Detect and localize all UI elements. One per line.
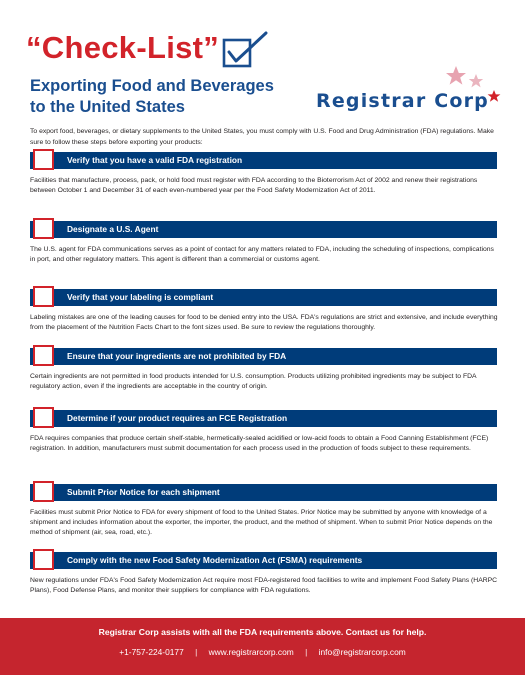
separator: | [195, 647, 198, 657]
section-text: Facilities must submit Prior Notice to FDA for every shipment of food to the United States. Prior Notice may be submitted by anyone with knowledge of a shipment and includes information about the exporter, the importer, the product, and the method of shipment. When to submit Prior Notice depends on the method of shipment (air, sea, road, etc.). [30, 509, 493, 537]
section-header-bar [30, 289, 497, 306]
checkbox[interactable] [33, 345, 54, 366]
section-title: Ensure that your ingredients are not prohibited by FDA [67, 351, 287, 361]
separator: | [305, 647, 308, 657]
page-subtitle [30, 76, 300, 118]
subtitle-line-2: to the United States [30, 98, 185, 116]
registrar-corp-logo [316, 62, 506, 118]
section-header-bar [30, 484, 497, 501]
section-text: The U.S. agent for FDA communications serves as a point of contact for any matters related to FDA, including the scheduling of inspections, complications in port, and other regulatory matters. This agent is different than a commercial or customs agent. [30, 246, 494, 264]
section-header-bar [30, 152, 497, 169]
checklist-item [0, 410, 525, 484]
section-title: Verify that you have a valid FDA registration [67, 155, 243, 165]
email-link[interactable]: info@registrarcorp.com [318, 647, 406, 657]
section-header-bar [30, 348, 497, 365]
section-title: Submit Prior Notice for each shipment [67, 487, 220, 497]
checklist-item [0, 484, 525, 552]
footer-contacts [0, 647, 525, 657]
checkbox[interactable] [33, 481, 54, 502]
website-link[interactable]: www.registrarcorp.com [208, 647, 294, 657]
checkbox[interactable] [33, 407, 54, 428]
checkbox[interactable] [33, 549, 54, 570]
section-header-bar [30, 221, 497, 238]
section-title: Comply with the new Food Safety Modernization Act (FSMA) requirements [67, 555, 363, 565]
logo-wordmark: Registrar Corp [316, 90, 489, 112]
checklist-item [0, 152, 525, 221]
intro-paragraph: To export food, beverages, or dietary supplements to the United States, you must comply with U.S. Food and Drug Administration (FDA) regulations. Make sure to follow these steps before exporting your products: [30, 128, 494, 146]
checklist-item [0, 221, 525, 289]
section-text: FDA requires companies that produce certain shelf-stable, hermetically-sealed acidified or low-acid foods to obtain a Food Canning Establishment (FCE) registration. In addition, manufacturers must submit documentation for each process used in the production of foods subject to these requirements. [30, 435, 489, 453]
section-title: Designate a U.S. Agent [67, 224, 159, 234]
section-text: Labeling mistakes are one of the leading causes for food to be denied entry into the USA. FDA's regulations are strict and extensive, and include everything from the placement of the Nutrition Facts Chart to the font sizes used. Be sure to review the regulations thoroughly. [30, 314, 498, 332]
subtitle-line-1: Exporting Food and Beverages [30, 77, 274, 95]
section-text: New regulations under FDA's Food Safety Modernization Act require most FDA-registered food facilities to write and implement Food Safety Plans (HARPC Plans), Food Defense Plans, and monitor their suppliers for compliance with FDA regulations. [30, 577, 498, 595]
section-header-bar [30, 552, 497, 569]
checkbox[interactable] [33, 286, 54, 307]
contact-footer [0, 618, 525, 675]
section-text: Facilities that manufacture, process, pack, or hold food must register with FDA according to the Bioterrorism Act of 2002 and renew their registrations between October 1 and December 31 of each even-numbered year per the Food Safety Modernization Act of 2011. [30, 177, 478, 195]
phone-number[interactable]: +1-757-224-0177 [119, 647, 184, 657]
page-title: “Check-List” [26, 30, 220, 65]
checklist-item [0, 552, 525, 608]
checkbox[interactable] [33, 149, 54, 170]
section-title: Verify that your labeling is compliant [67, 292, 214, 302]
section-text: Certain ingredients are not permitted in food products intended for U.S. consumption. Products utilizing prohibited ingredients may be subject to FDA regulatory action, even if the ingredients are acceptable in the country of origin. [30, 373, 477, 391]
footer-message: Registrar Corp assists with all the FDA requirements above. Contact us for help. [98, 627, 427, 637]
checkbox[interactable] [33, 218, 54, 239]
checklist [0, 152, 525, 608]
section-header-bar [30, 410, 497, 427]
checklist-item [0, 348, 525, 410]
checklist-item [0, 289, 525, 348]
section-title: Determine if your product requires an FCE Registration [67, 413, 288, 423]
checked-box-icon [222, 30, 270, 70]
